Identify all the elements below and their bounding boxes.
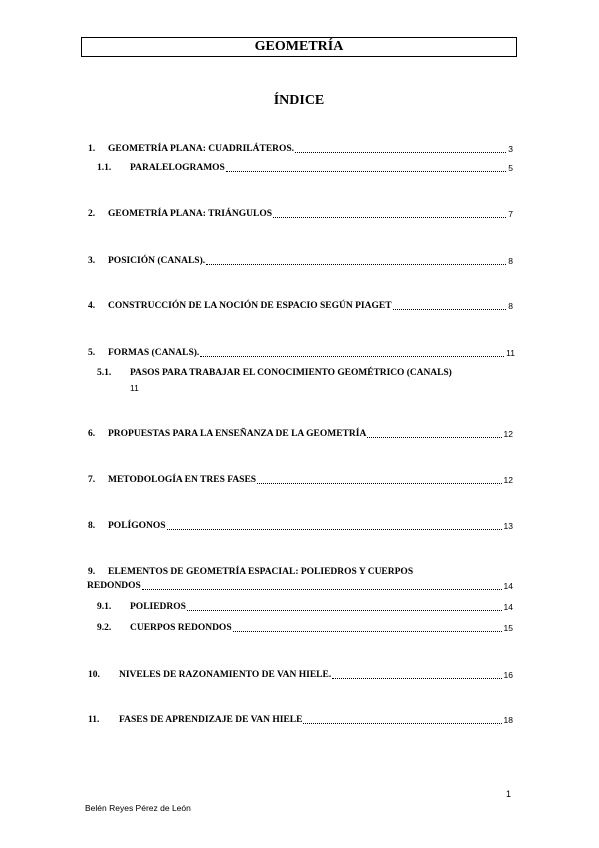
dot-leader [273, 216, 506, 218]
toc-entry-number: 2. [88, 209, 96, 219]
document-title: GEOMETRÍA [254, 39, 344, 54]
toc-entry-number: 3. [88, 256, 96, 266]
toc-entry-number: 1. [88, 144, 96, 154]
toc-entry-label: NIVELES DE RAZONAMIENTO DE VAN HIELE. [119, 670, 332, 680]
dot-leader [367, 436, 501, 438]
toc-entry-label: GEOMETRÍA PLANA: TRIÁNGULOS [108, 209, 272, 219]
toc-heading: ÍNDICE [273, 93, 325, 108]
dot-leader [167, 528, 502, 530]
toc-entry-page: 18 [503, 715, 513, 725]
dot-leader [295, 151, 506, 153]
toc-entry-4[interactable] [0, 299, 599, 313]
toc-entry-number: 1.1. [97, 163, 112, 173]
toc-entry-label: CONSTRUCCIÓN DE LA NOCIÓN DE ESPACIO SEGÚN PIAGET [108, 301, 392, 311]
toc-entry-label: CUERPOS REDONDOS [130, 623, 232, 633]
dot-leader [142, 588, 502, 590]
toc-entry-page: 3 [508, 144, 513, 154]
dot-leader [206, 263, 506, 265]
toc-entry-9-2[interactable] [0, 621, 599, 635]
toc-entry-label: FASES DE APRENDIZAJE DE VAN HIELE [119, 715, 303, 725]
dot-leader [200, 355, 504, 357]
toc-entry-number: 11. [88, 715, 100, 725]
toc-entry-label: PASOS PARA TRABAJAR EL CONOCIMIENTO GEOMÉTRICO (CANALS) [130, 368, 452, 378]
toc-entry-label-continued: REDONDOS [87, 581, 141, 591]
toc-entry-number: 8. [88, 521, 96, 531]
toc-entry-5-1[interactable] [0, 366, 599, 394]
toc-entry-page: 15 [503, 623, 513, 633]
toc-entry-2[interactable] [0, 207, 599, 221]
toc-entry-1-1[interactable] [0, 161, 599, 175]
footer-author: Belén Reyes Pérez de León [85, 803, 191, 813]
dot-leader [393, 308, 507, 310]
toc-entry-page: 8 [508, 256, 513, 266]
toc-entry-1[interactable] [0, 142, 599, 156]
toc-entry-number: 6. [88, 429, 96, 439]
toc-entry-number: 4. [88, 301, 96, 311]
dot-leader [233, 630, 502, 632]
toc-entry-page: 7 [508, 209, 513, 219]
toc-entry-number: 9. [88, 567, 96, 577]
toc-entry-page: 12 [503, 429, 513, 439]
toc-entry-3[interactable] [0, 254, 599, 268]
toc-entry-number: 5. [88, 348, 96, 358]
toc-entry-6[interactable] [0, 427, 599, 441]
toc-entry-number: 9.2. [97, 623, 112, 633]
toc-entry-page: 16 [503, 670, 513, 680]
toc-entry-number: 10. [88, 670, 100, 680]
toc-entry-11[interactable] [0, 713, 599, 727]
toc-entry-page: 8 [508, 301, 513, 311]
toc-entry-page: 5 [508, 163, 513, 173]
toc-entry-10[interactable] [0, 668, 599, 682]
dot-leader [187, 609, 502, 611]
dot-leader [257, 482, 501, 484]
toc-entry-5[interactable] [0, 346, 599, 360]
toc-entry-number: 5.1. [97, 368, 112, 378]
toc-entry-number: 7. [88, 475, 96, 485]
toc-entry-7[interactable] [0, 473, 599, 487]
toc-entry-8[interactable] [0, 519, 599, 533]
toc-entry-9-1[interactable] [0, 600, 599, 614]
toc-entry-9[interactable] [0, 565, 599, 593]
footer-page-number: 1 [506, 789, 512, 799]
toc-entry-page: 14 [503, 581, 513, 591]
toc-entry-label: METODOLOGÍA EN TRES FASES [108, 475, 257, 485]
document-title-box [81, 37, 517, 57]
dot-leader [303, 722, 501, 724]
dot-leader [332, 677, 501, 679]
toc-entry-label: GEOMETRÍA PLANA: CUADRILÁTEROS. [108, 144, 295, 154]
toc-entry-label: PROPUESTAS PARA LA ENSEÑANZA DE LA GEOMETRÍA [108, 429, 367, 439]
toc-entry-number: 9.1. [97, 602, 112, 612]
toc-entry-label: FORMAS (CANALS). [108, 348, 200, 358]
toc-entry-page: 14 [503, 602, 513, 612]
dot-leader [226, 170, 506, 172]
toc-entry-page: 11 [506, 348, 515, 358]
toc-entry-page: 13 [503, 521, 513, 531]
toc-entry-page: 11 [130, 383, 139, 393]
toc-entry-label: ELEMENTOS DE GEOMETRÍA ESPACIAL: POLIEDROS Y CUERPOS [108, 567, 414, 577]
toc-entry-label: POLIEDROS [130, 602, 186, 612]
toc-entry-label: PARALELOGRAMOS [130, 163, 225, 173]
toc-entry-label: POLÍGONOS [108, 521, 166, 531]
toc-entry-label: POSICIÓN (CANALS). [108, 256, 206, 266]
toc-entry-page: 12 [503, 475, 513, 485]
